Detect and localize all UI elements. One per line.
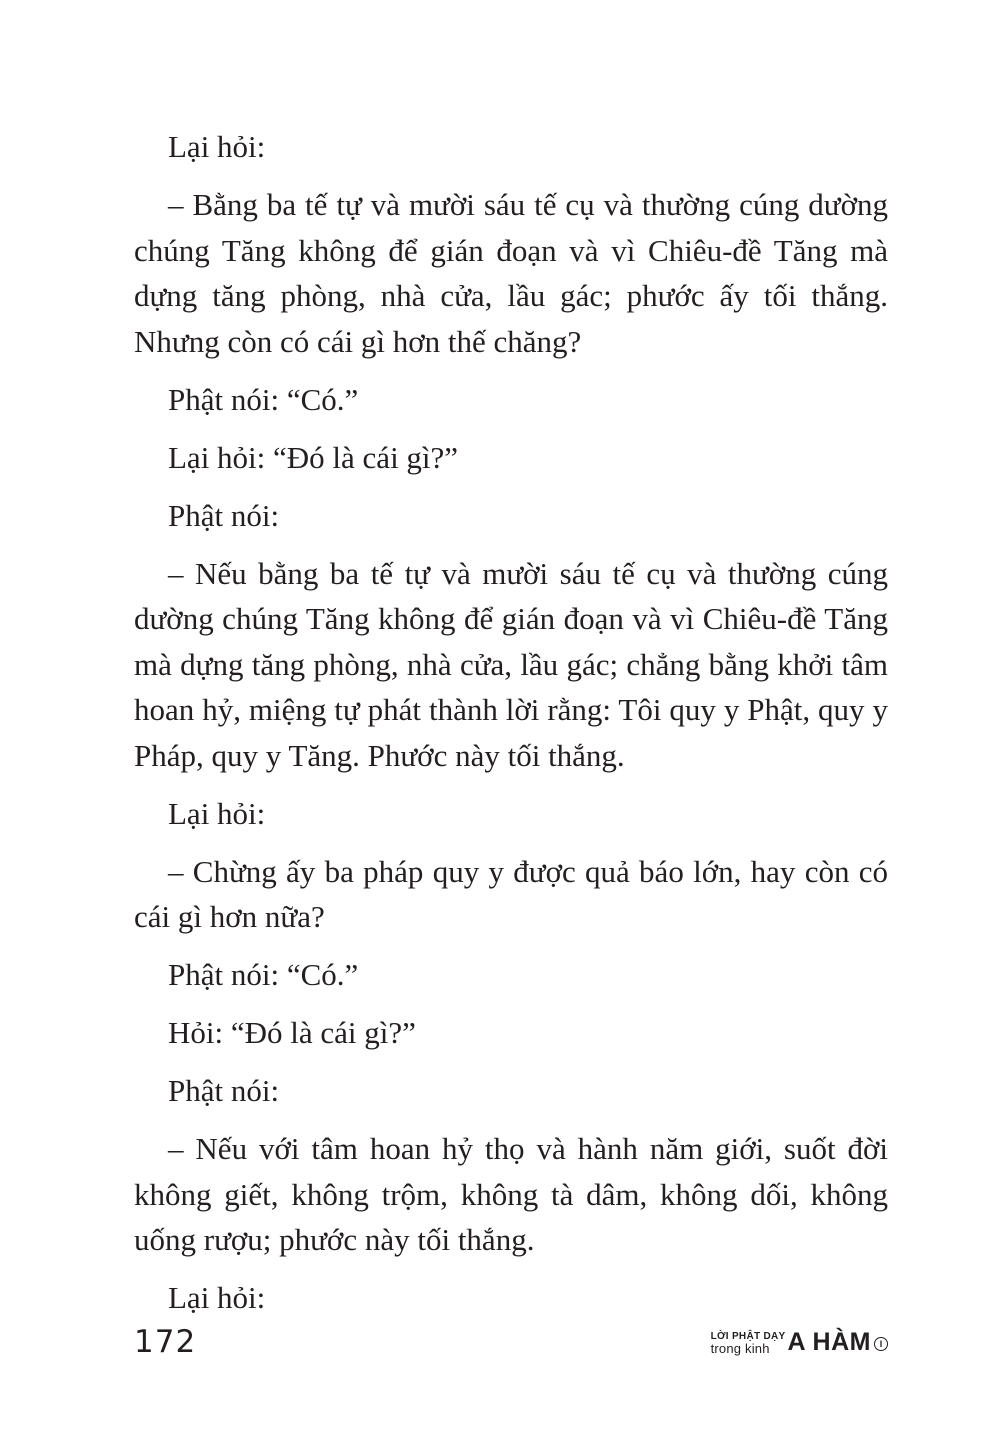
paragraph: Lại hỏi: “Đó là cái gì?”: [168, 439, 459, 475]
paragraph: Phật nói:: [168, 1073, 280, 1108]
paragraph: Lại hỏi:: [168, 795, 266, 831]
paragraph: Lại hỏi:: [168, 129, 266, 164]
page-body: [134, 124, 888, 1333]
book-title-logo: [711, 1330, 888, 1355]
paragraph: Phật nói:: [168, 497, 280, 533]
page-number: 172: [134, 1324, 197, 1360]
paragraph: Phật nói: “Có.”: [168, 957, 359, 992]
volume-badge: I: [874, 1337, 888, 1351]
paragraph: Lại hỏi:: [168, 1280, 266, 1315]
book-title: A HÀM: [787, 1328, 871, 1356]
book-subtitle-line1: LỜI PHẬT DẠY: [710, 1331, 786, 1342]
book-subtitle: [711, 1332, 786, 1355]
paragraph: – Bằng ba tế tự và mười sáu tế cụ và thường cúng dường chúng Tăng không để gián đoạn và vì Chiêu-đề Tăng mà dựng tăng phòng, nhà cửa, lầu gác; phước ấy tối thắng. Nhưng còn có cái gì hơn thế chăng?: [134, 187, 888, 359]
paragraph: – Nếu với tâm hoan hỷ thọ và hành năm giới, suốt đời không giết, không trộm, không tà dâm, không dối, không uống rượu; phước này tối thắng.: [134, 1131, 888, 1257]
paragraph: – Nếu bằng ba tế tự và mười sáu tế cụ và thường cúng dường chúng Tăng không để gián đoạn và vì Chiêu-đề Tăng mà dựng tăng phòng, nhà cửa, lầu gác; chẳng bằng khởi tâm hoan hỷ, miệng tự phát thành lời rằng: Tôi quy y Phật, quy y Pháp, quy y Tăng. Phước này tối thắng.: [134, 555, 888, 773]
paragraph: – Chừng ấy ba pháp quy y được quả báo lớn, hay còn có cái gì hơn nữa?: [134, 853, 888, 934]
paragraph: Phật nói: “Có.”: [168, 381, 359, 417]
book-subtitle-line2: trong kinh: [710, 1341, 770, 1356]
paragraph: Hỏi: “Đó là cái gì?”: [168, 1015, 416, 1050]
